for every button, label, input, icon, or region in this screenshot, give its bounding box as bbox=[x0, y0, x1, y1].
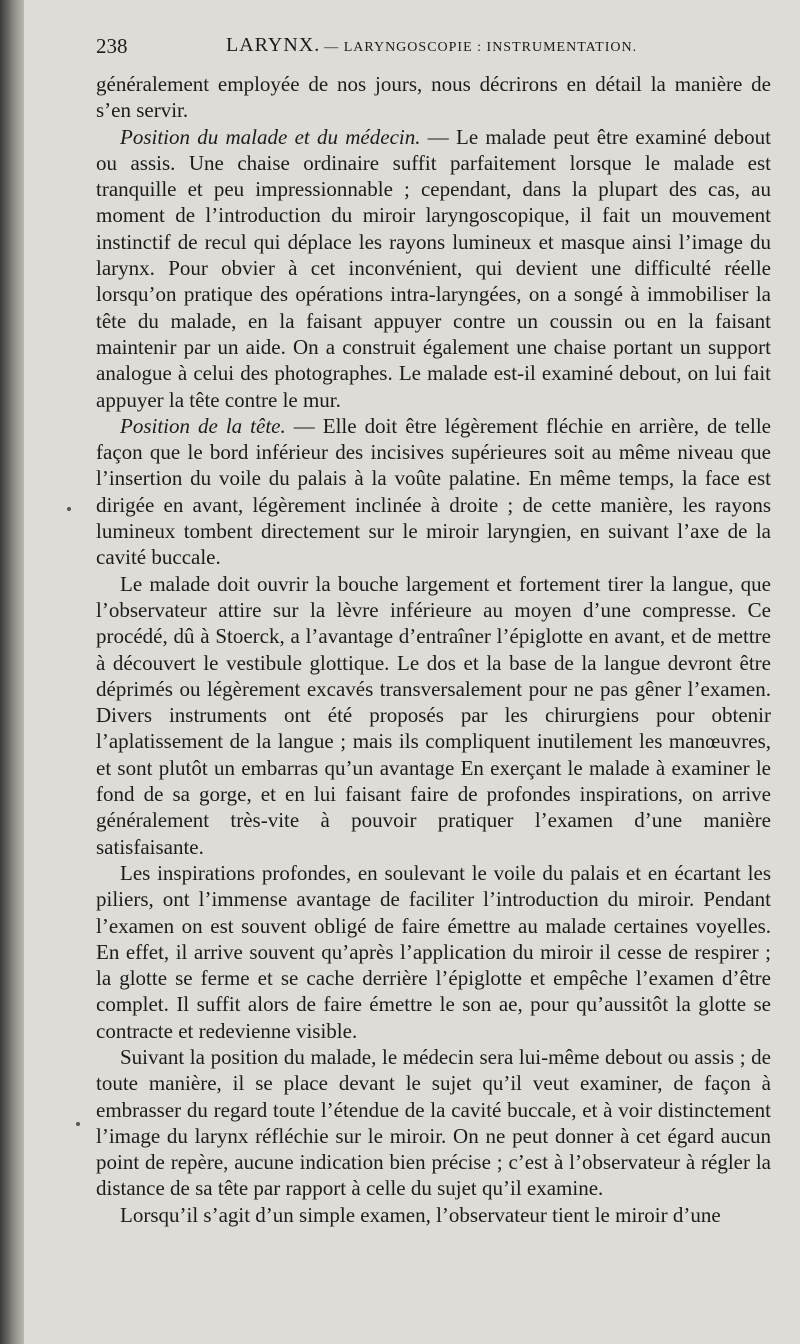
paragraph bbox=[96, 1044, 771, 1202]
paragraph-lead: Position du malade et du médecin. bbox=[120, 124, 421, 149]
book-gutter bbox=[0, 0, 24, 1344]
paragraph bbox=[96, 860, 771, 1044]
running-head-main: LARYNX. bbox=[226, 34, 321, 56]
running-head-sub: — LARYNGOSCOPIE : INSTRUMENTATION. bbox=[324, 40, 638, 55]
page-number: 238 bbox=[96, 34, 128, 58]
paragraph-text: Le malade doit ouvrir la bouche largement et fortement tirer la langue, que l’observateur attire sur la lèvre inférieure au moyen d’une compresse. Ce procédé, dû à Stoerck, a l’avantage d’entraîner l’épiglotte en avant, et de mettre à découvert le vestibule glottique. Le dos et la base de la langue devront être déprimés ou légèrement excavés transversalement pour ne pas gêner l’examen. Divers instruments ont été proposés par les chirurgiens pour obtenir l’aplatissement de la langue ; mais ils compliquent inutilement les manœuvres, et sont plutôt un embarras qu’un avantage En exerçant le malade à examiner le fond de sa gorge, et en lui faisant faire de profondes inspirations, on arrive généralement très-vite à pouvoir pratiquer l’examen d’une manière satisfaisante. bbox=[96, 571, 771, 859]
paragraph bbox=[96, 1202, 771, 1228]
running-head bbox=[226, 34, 637, 57]
paragraph-text: — Elle doit être légèrement fléchie en arrière, de telle façon que le bord inférieur des incisives supérieures soit au même niveau que l’insertion du voile du palais à la voûte palatine. En même temps, la face est dirigée en avant, légèrement inclinée à droite ; de cette manière, les rayons lumineux tombent directement sur le miroir laryngien, en suivant l’axe de la cavité buccale. bbox=[96, 413, 771, 570]
paragraph-lead: Position de la tête. bbox=[120, 413, 286, 438]
paragraph bbox=[96, 571, 771, 860]
paragraph-text: généralement employée de nos jours, nous décrirons en détail la manière de s’en servir. bbox=[96, 72, 771, 123]
paragraph bbox=[96, 413, 771, 571]
paragraph bbox=[96, 124, 771, 413]
paragraph bbox=[96, 71, 771, 124]
paragraph-text: — Le malade peut être examiné debout ou assis. Une chaise ordinaire suffit parfaitement lorsque le malade est tranquille et peu impressionnable ; cependant, dans la plupart des cas, au moment de l’introduction du miroir laryngoscopique, il fait un mouvement instinctif de recul qui déplace les rayons lumineux et masque ainsi l’image du larynx. Pour obvier à cet inconvénient, qui devient une difficulté réelle lorsqu’on pratique des opérations intra-laryngées, on a songé à immobiliser la tête du malade, en la faisant appuyer contre un coussin ou en la faisant maintenir par un aide. On a construit également une chaise portant un support analogue à celui des photographes. Le malade est-il examiné debout, on lui fait appuyer la tête contre le mur. bbox=[96, 124, 771, 412]
paragraph-text: Lorsqu’il s’agit d’un simple examen, l’observateur tient le miroir d’une bbox=[120, 1202, 721, 1227]
paragraph-text: Suivant la position du malade, le médecin sera lui-même debout ou assis ; de toute manière, il se place devant le sujet qu’il veut examiner, de façon à embrasser du regard toute l’étendue de la cavité buccale, et à voir distinctement l’image du larynx réfléchie sur le miroir. On ne peut donner à cet égard aucun point de repère, aucune indication bien précise ; c’est à l’observateur à régler la distance de sa tête par rapport à celle du sujet qu’il examine. bbox=[96, 1044, 771, 1201]
ink-speck bbox=[67, 507, 71, 511]
ink-speck bbox=[76, 1122, 80, 1126]
paragraph-text: Les inspirations profondes, en soulevant le voile du palais et en écartant les piliers, ont l’immense avantage de faciliter l’introduction du miroir. Pendant l’examen on est souvent obligé de faire émettre au malade certaines voyelles. En effet, il arrive souvent qu’après l’application du miroir il cesse de respirer ; la glotte se ferme et se cache derrière l’épiglotte et empêche l’examen d’être complet. Il suffit alors de faire émettre le son ae, pour qu’aussitôt la glotte se contracte et redevienne visible. bbox=[96, 860, 771, 1043]
book-page bbox=[24, 0, 800, 1344]
page-header bbox=[96, 34, 790, 64]
body-text bbox=[96, 71, 771, 1228]
